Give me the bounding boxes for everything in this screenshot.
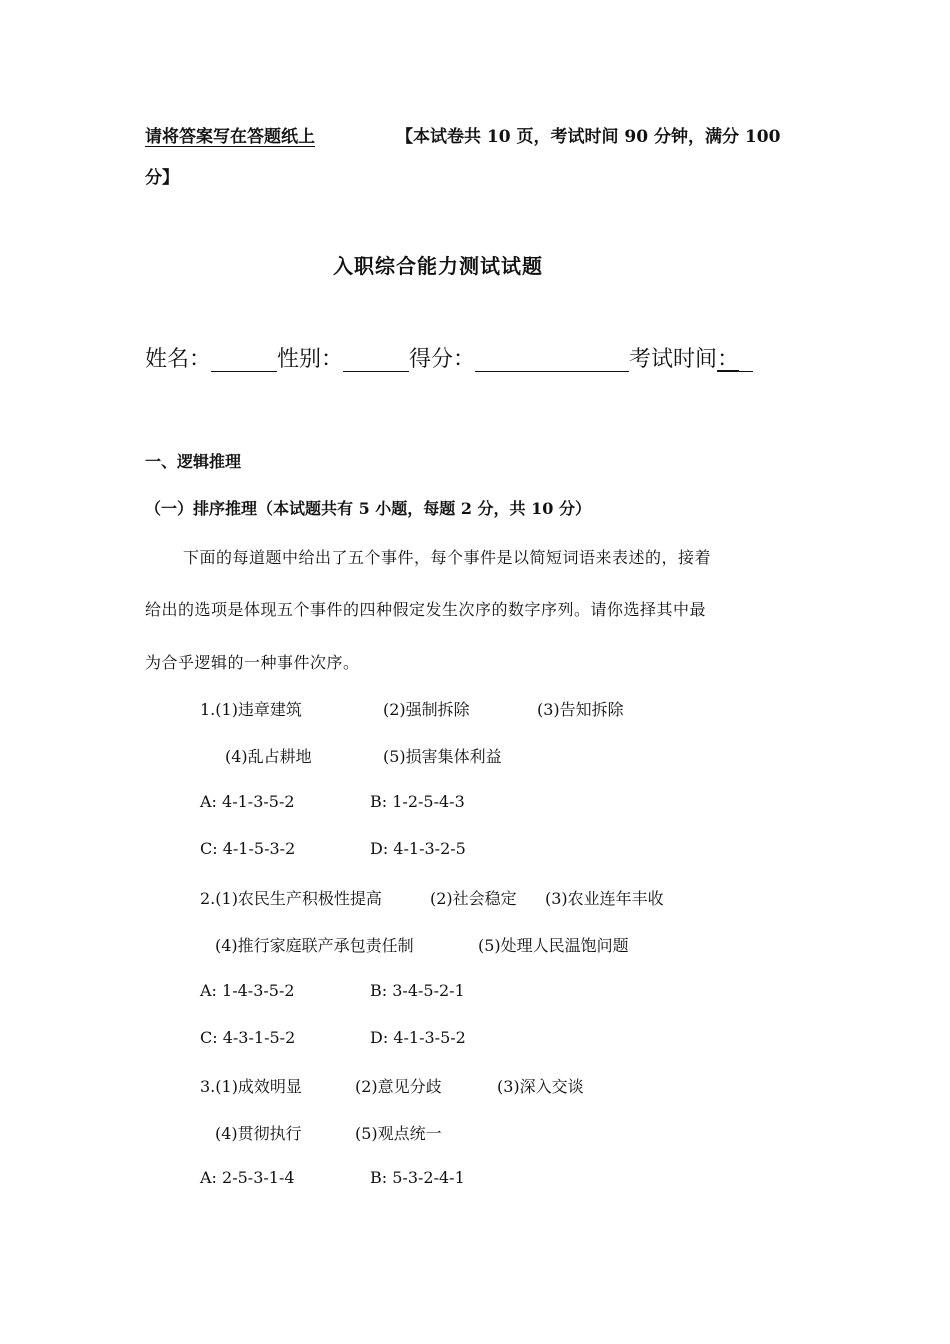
q3-event-3: (3)深入交谈 <box>497 1077 584 1096</box>
q3-event-4: (4)贯彻执行 <box>215 1124 302 1143</box>
q2-option-b[interactable]: B: 3-4-5-2-1 <box>370 981 465 1000</box>
q1-event-2: (2)强制拆除 <box>383 700 470 719</box>
section-heading: 一、逻辑推理 <box>145 452 242 471</box>
q1-option-c[interactable]: C: 4-1-5-3-2 <box>200 839 296 858</box>
q1-event-5: (5)损害集体利益 <box>383 747 502 766</box>
candidate-info-row <box>145 342 753 373</box>
q3-event-5: (5)观点统一 <box>355 1124 442 1143</box>
name-label: 姓名： <box>145 347 212 372</box>
time-colon: ： <box>717 347 740 372</box>
page-title: 入职综合能力测试试题 <box>333 254 543 278</box>
exam-info-continued: 分】 <box>145 168 179 188</box>
q1-event-3: (3)告知拆除 <box>537 700 624 719</box>
time-blank[interactable] <box>739 349 753 372</box>
q2-option-d[interactable]: D: 4-1-3-5-2 <box>370 1028 466 1047</box>
answer-sheet-instruction: 请将答案写在答题纸上 <box>145 127 315 147</box>
q3-event-1: 3.(1)成效明显 <box>200 1077 302 1096</box>
intro-line-2: 给出的选项是体现五个事件的四种假定发生次序的数字序列。请你选择其中最 <box>145 600 707 619</box>
subsection-heading: （一）排序推理（本试题共有 5 小题，每题 2 分，共 10 分） <box>145 499 591 518</box>
q3-event-2: (2)意见分歧 <box>355 1077 442 1096</box>
time-label: 考试时间 <box>629 347 718 372</box>
intro-line-1: 下面的每道题中给出了五个事件，每个事件是以简短词语来表述的，接着 <box>183 548 712 567</box>
q2-event-5: (5)处理人民温饱问题 <box>478 936 629 955</box>
gender-label: 性别： <box>277 347 344 372</box>
q1-event-1: 1.(1)违章建筑 <box>200 700 302 719</box>
q2-event-4: (4)推行家庭联产承包责任制 <box>215 936 414 955</box>
q2-option-c[interactable]: C: 4-3-1-5-2 <box>200 1028 296 1047</box>
exam-info: 【本试卷共 10 页，考试时间 90 分钟，满分 100 <box>396 127 781 147</box>
gender-blank[interactable] <box>343 349 409 372</box>
intro-line-3: 为合乎逻辑的一种事件次序。 <box>145 653 360 672</box>
q2-event-1: 2.(1)农民生产积极性提高 <box>200 889 382 908</box>
q1-event-4: (4)乱占耕地 <box>225 747 312 766</box>
q2-option-a[interactable]: A: 1-4-3-5-2 <box>200 981 295 1000</box>
q3-option-a[interactable]: A: 2-5-3-1-4 <box>200 1168 295 1187</box>
q2-event-3: (3)农业连年丰收 <box>545 889 664 908</box>
score-blank[interactable] <box>475 349 629 372</box>
name-blank[interactable] <box>211 349 277 372</box>
q1-option-b[interactable]: B: 1-2-5-4-3 <box>370 792 465 811</box>
q1-option-a[interactable]: A: 4-1-3-5-2 <box>200 792 295 811</box>
q2-event-2: (2)社会稳定 <box>430 889 517 908</box>
q3-option-b[interactable]: B: 5-3-2-4-1 <box>370 1168 465 1187</box>
score-label: 得分： <box>409 347 476 372</box>
q1-option-d[interactable]: D: 4-1-3-2-5 <box>370 839 466 858</box>
